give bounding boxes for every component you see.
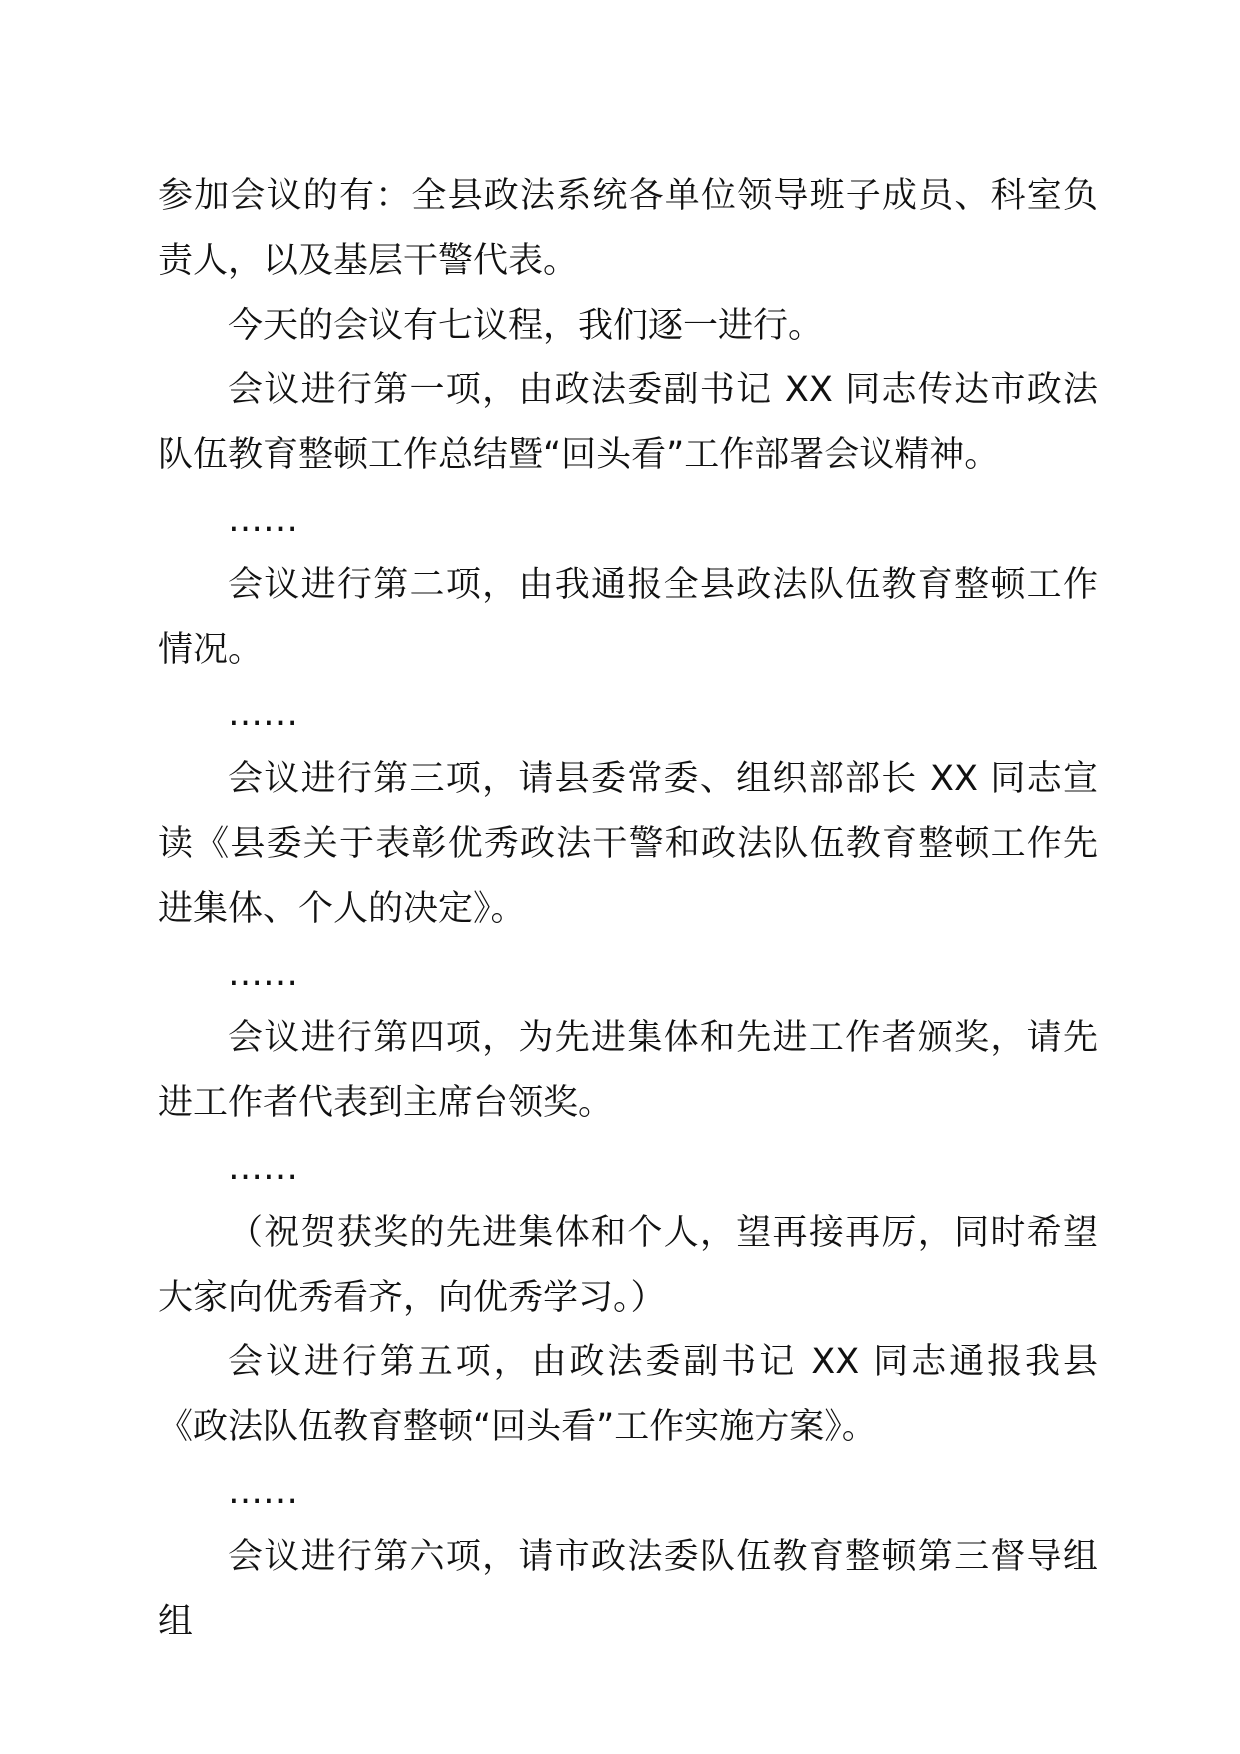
ellipsis-1: ……: [228, 499, 298, 540]
paragraph-item-5: 会议进行第五项，由政法委副书记 XX 同志通报我县《政法队伍教育整顿“回头看”工作实施方案》。: [158, 1342, 1098, 1448]
paragraph-item-2: 会议进行第二项，由我通报全县政法队伍教育整顿工作情况。: [158, 564, 1098, 670]
ellipsis-5: ……: [228, 1471, 298, 1512]
paragraph-item-4: 会议进行第四项，为先进集体和先进工作者颁奖，请先进工作者代表到主席台领奖。: [158, 1018, 1098, 1124]
paragraph-congratulations: （祝贺获奖的先进集体和个人，望再接再厉，同时希望大家向优秀看齐，向优秀学习。）: [158, 1212, 1098, 1318]
ellipsis-2: ……: [228, 694, 298, 735]
paragraph-agenda-intro: 今天的会议有七议程，我们逐一进行。: [228, 305, 824, 346]
ellipsis-3: ……: [228, 953, 298, 994]
ellipsis-4: ……: [228, 1147, 298, 1188]
paragraph-item-3: 会议进行第三项，请县委常委、组织部部长 XX 同志宣读《县委关于表彰优秀政法干警和政法队伍教育整顿工作先进集体、个人的决定》。: [158, 759, 1098, 929]
paragraph-attendees: 参加会议的有：全县政法系统各单位领导班子成员、科室负责人，以及基层干警代表。: [158, 176, 1098, 281]
document-body: [158, 164, 1098, 1654]
paragraph-item-1: 会议进行第一项，由政法委副书记 XX 同志传达市政法队伍教育整顿工作总结暨“回头看”工作部署会议精神。: [158, 370, 1098, 476]
paragraph-item-6: 会议进行第六项，请市政法委队伍教育整顿第三督导组组: [158, 1536, 1098, 1642]
